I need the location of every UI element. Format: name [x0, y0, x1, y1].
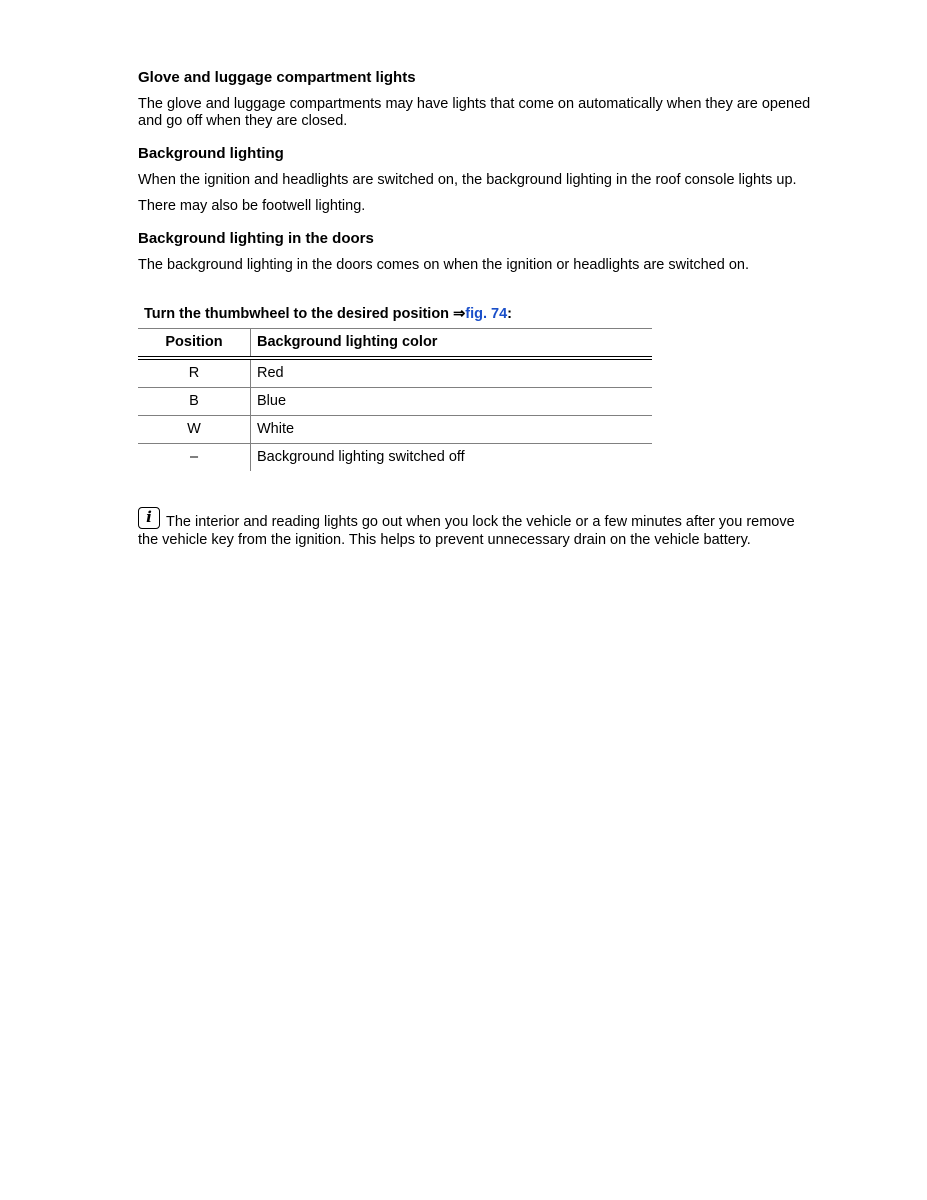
- section-heading: Glove and luggage compartment lights: [138, 69, 416, 86]
- section-heading: Background lighting: [138, 145, 284, 162]
- cell-position: B: [138, 388, 251, 416]
- section-paragraph: When the ignition and headlights are switched on, the background lighting in the roof console lights up.: [138, 172, 797, 188]
- header-color: Background lighting color: [251, 329, 653, 359]
- section-heading: Background lighting in the doors: [138, 230, 374, 247]
- caption-end: :: [507, 306, 512, 322]
- header-position: Position: [138, 329, 251, 359]
- section-glove-luggage: [138, 68, 818, 130]
- section-paragraph: There may also be footwell lighting.: [138, 198, 366, 214]
- section-paragraph: The background lighting in the doors comes on when the ignition or headlights are switched on.: [138, 257, 749, 273]
- thumbwheel-table: [138, 328, 652, 471]
- info-icon: i: [138, 507, 160, 529]
- section-background-lighting: [138, 144, 818, 215]
- cell-color: Background lighting switched off: [257, 449, 465, 465]
- cell-position: R: [138, 358, 251, 388]
- cell-color: White: [251, 416, 653, 444]
- table-caption: [144, 304, 818, 324]
- note-text: The interior and reading lights go out when you lock the vehicle or a few minutes after you remove the vehicle key from the ignition. This helps to prevent unnecessary drain on the vehicle battery.: [138, 514, 795, 548]
- section-paragraph: The glove and luggage compartments may have lights that come on automatically when they are opened and go off when they are closed.: [138, 96, 811, 129]
- arrow-right-icon: ⇒: [453, 306, 466, 322]
- cell-position: –: [138, 444, 251, 472]
- table-row: [138, 444, 652, 472]
- table-row: [138, 358, 652, 388]
- table-row: [138, 416, 652, 444]
- cell-position: W: [138, 416, 251, 444]
- cell-color: Blue: [251, 388, 653, 416]
- manual-page: [138, 68, 818, 549]
- cell-color: Red: [251, 358, 653, 388]
- caption-text: Turn the thumbwheel to the desired position: [144, 306, 454, 322]
- table-row: [138, 388, 652, 416]
- fig-link[interactable]: fig. 74: [465, 306, 508, 322]
- info-note: [138, 507, 818, 549]
- table-header-row: [138, 329, 652, 359]
- section-door-lighting: [138, 229, 818, 274]
